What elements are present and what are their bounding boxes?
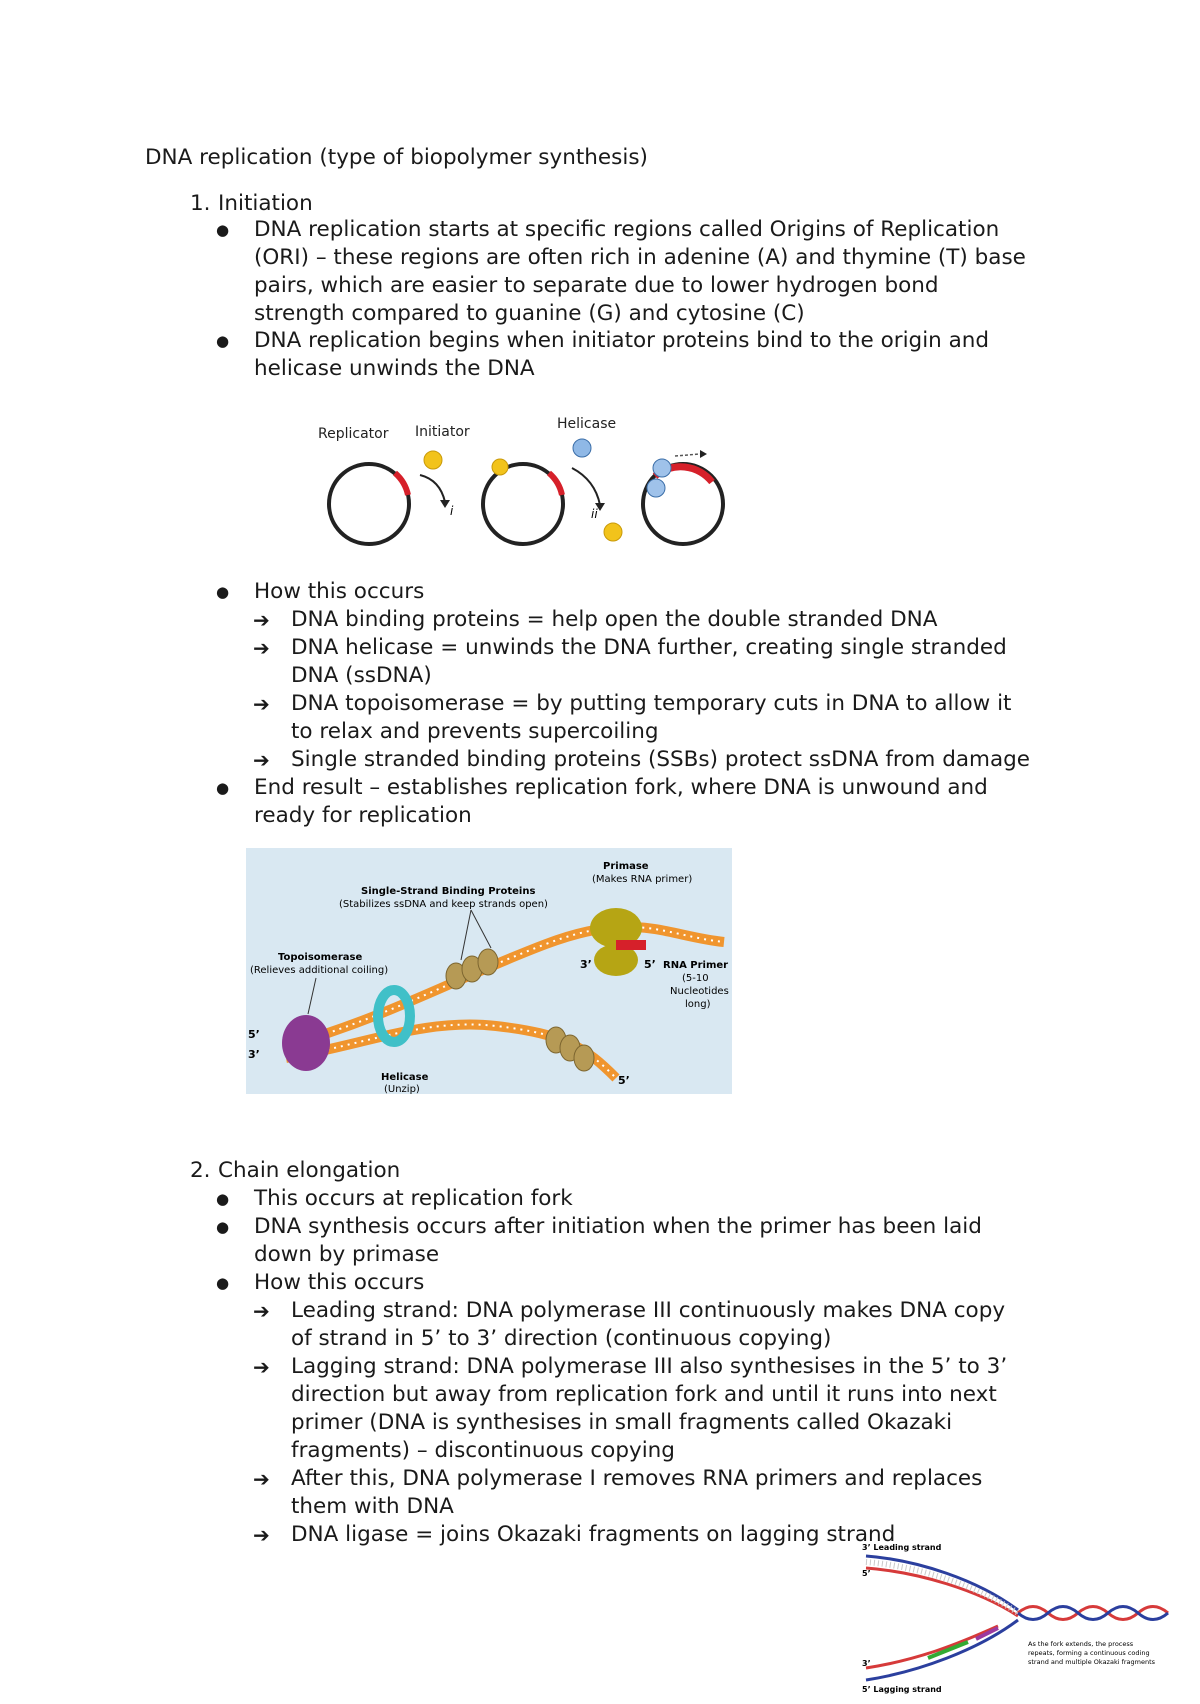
label-3prime-left: 3’ [248, 1048, 260, 1061]
bullet-icon: ● [216, 221, 230, 239]
caption-line-3: strand and multiple Okazaki fragments [1028, 1658, 1156, 1666]
label-rna-note-2: Nucleotides [670, 986, 729, 997]
arrow-step-i [420, 475, 445, 502]
label-ssb: Single-Strand Binding Proteins [361, 886, 536, 897]
bullet-icon: ● [216, 583, 230, 601]
list-item: ● How this occurs [216, 1270, 425, 1295]
arrow-icon: ➔ [253, 1355, 270, 1379]
label-helicase: Helicase [381, 1072, 429, 1083]
sub-list-item: ➔ DNA binding proteins = help open the double stranded DNA [253, 607, 938, 632]
replication-fork-diagram [246, 848, 732, 1094]
arrow-icon: ➔ [253, 1299, 270, 1323]
topoisomerase-protein [282, 1015, 330, 1071]
bullet-icon: ● [216, 332, 230, 350]
sub-list-item: ➔ DNA helicase = unwinds the DNA further, creating single stranded DNA (ssDNA) [253, 635, 1007, 688]
arrow-icon: ➔ [253, 1467, 270, 1491]
sub-list-item: ➔ Single stranded binding proteins (SSBs) protect ssDNA from damage [253, 747, 1031, 772]
sub-list-item: ➔ DNA ligase = joins Okazaki fragments on lagging strand [253, 1522, 896, 1547]
label-3prime-primer: 3’ [580, 958, 592, 971]
label-lagging-strand: 5’ Lagging strand [862, 1685, 942, 1694]
label-5prime-bottom: 5’ [618, 1074, 630, 1087]
sub-list-item: ➔ DNA topoisomerase = by putting temporary cuts in DNA to allow it to relax and prevents supercoiling [253, 691, 1012, 744]
label-initiator: Initiator [415, 424, 470, 440]
arrow-icon: ➔ [253, 636, 270, 660]
arrow-icon: ➔ [253, 748, 270, 772]
arrow-icon: ➔ [253, 692, 270, 716]
arrow-icon: ➔ [253, 1523, 270, 1547]
helicase-protein [573, 439, 591, 457]
section-heading: Initiation [218, 191, 313, 216]
rna-primer-mark [616, 940, 646, 950]
label-helicase-note: (Unzip) [384, 1084, 420, 1094]
label-step-i: i [450, 504, 454, 518]
bullet-icon: ● [216, 1218, 230, 1236]
bullet-icon: ● [216, 779, 230, 797]
label-rna-note-1: (5-10 [682, 973, 709, 984]
arrow-icon: ➔ [253, 608, 270, 632]
label-primase-note: (Makes RNA primer) [592, 874, 693, 885]
label-5prime-primer: 5’ [644, 958, 656, 971]
label-5prime-left: 5’ [248, 1028, 260, 1041]
list-item: ● End result – establishes replication fork, where DNA is unwound and ready for replication [216, 775, 988, 828]
list-item: ● DNA synthesis occurs after initiation when the primer has been laid down by primase [216, 1214, 982, 1267]
label-helicase: Helicase [557, 416, 617, 432]
replicator-region [395, 473, 408, 495]
caption-line-1: As the fork extends, the process [1028, 1640, 1134, 1648]
label-replicator: Replicator [318, 426, 389, 442]
label-topoisomerase-note: (Relieves additional coiling) [250, 965, 389, 976]
label-rna-note-3: long) [685, 999, 711, 1010]
section-number: 1. [190, 191, 211, 216]
arrow-step-ii [572, 468, 600, 505]
origin-diagram [300, 410, 740, 550]
label-5prime: 5’ [862, 1569, 871, 1578]
section-heading: Chain elongation [218, 1158, 401, 1183]
bullet-icon: ● [216, 1274, 230, 1292]
list-item: ● DNA replication starts at specific regions called Origins of Replication (ORI) – these regions are often rich in adenine (A) and thymine (T) base pairs, which are easier to separate due to lower hydrogen bond strength compared to guanine (G) and cytosine (C) [216, 217, 1026, 326]
label-step-ii: ii [591, 507, 598, 521]
label-ssb-note: (Stabilizes ssDNA and keep strands open) [339, 899, 548, 910]
bullet-icon: ● [216, 1190, 230, 1208]
figure-replication-fork [246, 848, 732, 1094]
strand-diagram [858, 1540, 1178, 1696]
section-number: 2. [190, 1158, 211, 1183]
figure-leading-lagging [858, 1540, 1178, 1696]
figure-origin-initiation [300, 410, 740, 550]
page-title: DNA replication (type of biopolymer synthesis) [145, 145, 648, 170]
initiator-protein [424, 451, 442, 469]
label-3prime: 3’ [862, 1659, 871, 1668]
sub-list-item: ➔ Leading strand: DNA polymerase III continuously makes DNA copy of strand in 5’ to 3’ direction (continuous copying) [253, 1298, 1006, 1351]
label-primase: Primase [603, 861, 649, 872]
list-item: ● DNA replication begins when initiator proteins bind to the origin and helicase unwinds the DNA [216, 328, 990, 381]
list-item: ● How this occurs [216, 579, 425, 604]
label-topoisomerase: Topoisomerase [278, 952, 363, 963]
caption-line-2: repeats, forming a continuous coding [1028, 1649, 1150, 1657]
label-leading-strand: 3’ Leading strand [862, 1543, 942, 1552]
list-item: ● This occurs at replication fork [216, 1186, 573, 1211]
sub-list-item: ➔ Lagging strand: DNA polymerase III also synthesises in the 5’ to 3’ direction but away from replication fork and until it runs into next primer (DNA is synthesises in small fragments called Okazaki fragments) – discontinuous copying [253, 1354, 1008, 1463]
sub-list-item: ➔ After this, DNA polymerase I removes RNA primers and replaces them with DNA [253, 1466, 983, 1519]
label-rna-primer: RNA Primer [663, 960, 729, 971]
